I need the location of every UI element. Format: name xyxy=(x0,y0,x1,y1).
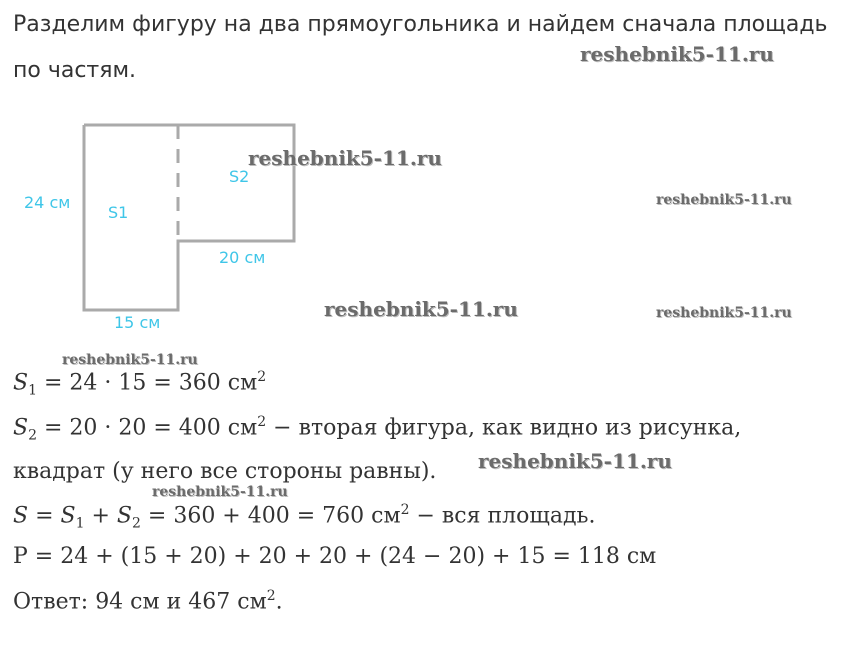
equation-total-area: $S = S_1 + S_2 = 360 + 400 = 760$ $см^2$ − вся площадь. xyxy=(13,502,596,532)
label-left: 24 см xyxy=(24,193,71,212)
equation-s2-continuation: квадрат (у него все стороны равны). xyxy=(13,459,437,484)
watermark: reshebnik5-11.ru xyxy=(580,42,774,66)
equation-s2: $S_2 = 20 \cdot 20 = 400$ $см^2$ − вторая фигура, как видно из рисунка, xyxy=(13,414,742,444)
watermark: reshebnik5-11.ru xyxy=(656,192,792,208)
watermark: reshebnik5-11.ru xyxy=(152,484,288,500)
watermark: reshebnik5-11.ru xyxy=(62,352,198,368)
watermark: reshebnik5-11.ru xyxy=(656,305,792,321)
answer-line: Ответ: 94 см и 467 $см^2$. xyxy=(13,588,283,615)
equation-s1: $S_1 = 24 \cdot 15 = 360$ $см^2$ xyxy=(13,369,267,399)
watermark: reshebnik5-11.ru xyxy=(248,146,442,170)
label-right-bottom: 20 см xyxy=(219,248,266,267)
label-s2: S2 xyxy=(229,167,250,186)
intro-line-1: Разделим фигуру на два прямоугольника и найдем сначала площадь xyxy=(13,12,828,37)
label-s1: S1 xyxy=(108,203,129,222)
watermark: reshebnik5-11.ru xyxy=(324,297,518,321)
watermark: reshebnik5-11.ru xyxy=(478,449,672,473)
label-bottom: 15 см xyxy=(114,313,161,332)
equation-perimeter: P = 24 + (15 + 20) + 20 + 20 + (24 − 20) + 15 = 118 см xyxy=(13,544,657,569)
intro-line-2: по частям. xyxy=(13,58,137,83)
